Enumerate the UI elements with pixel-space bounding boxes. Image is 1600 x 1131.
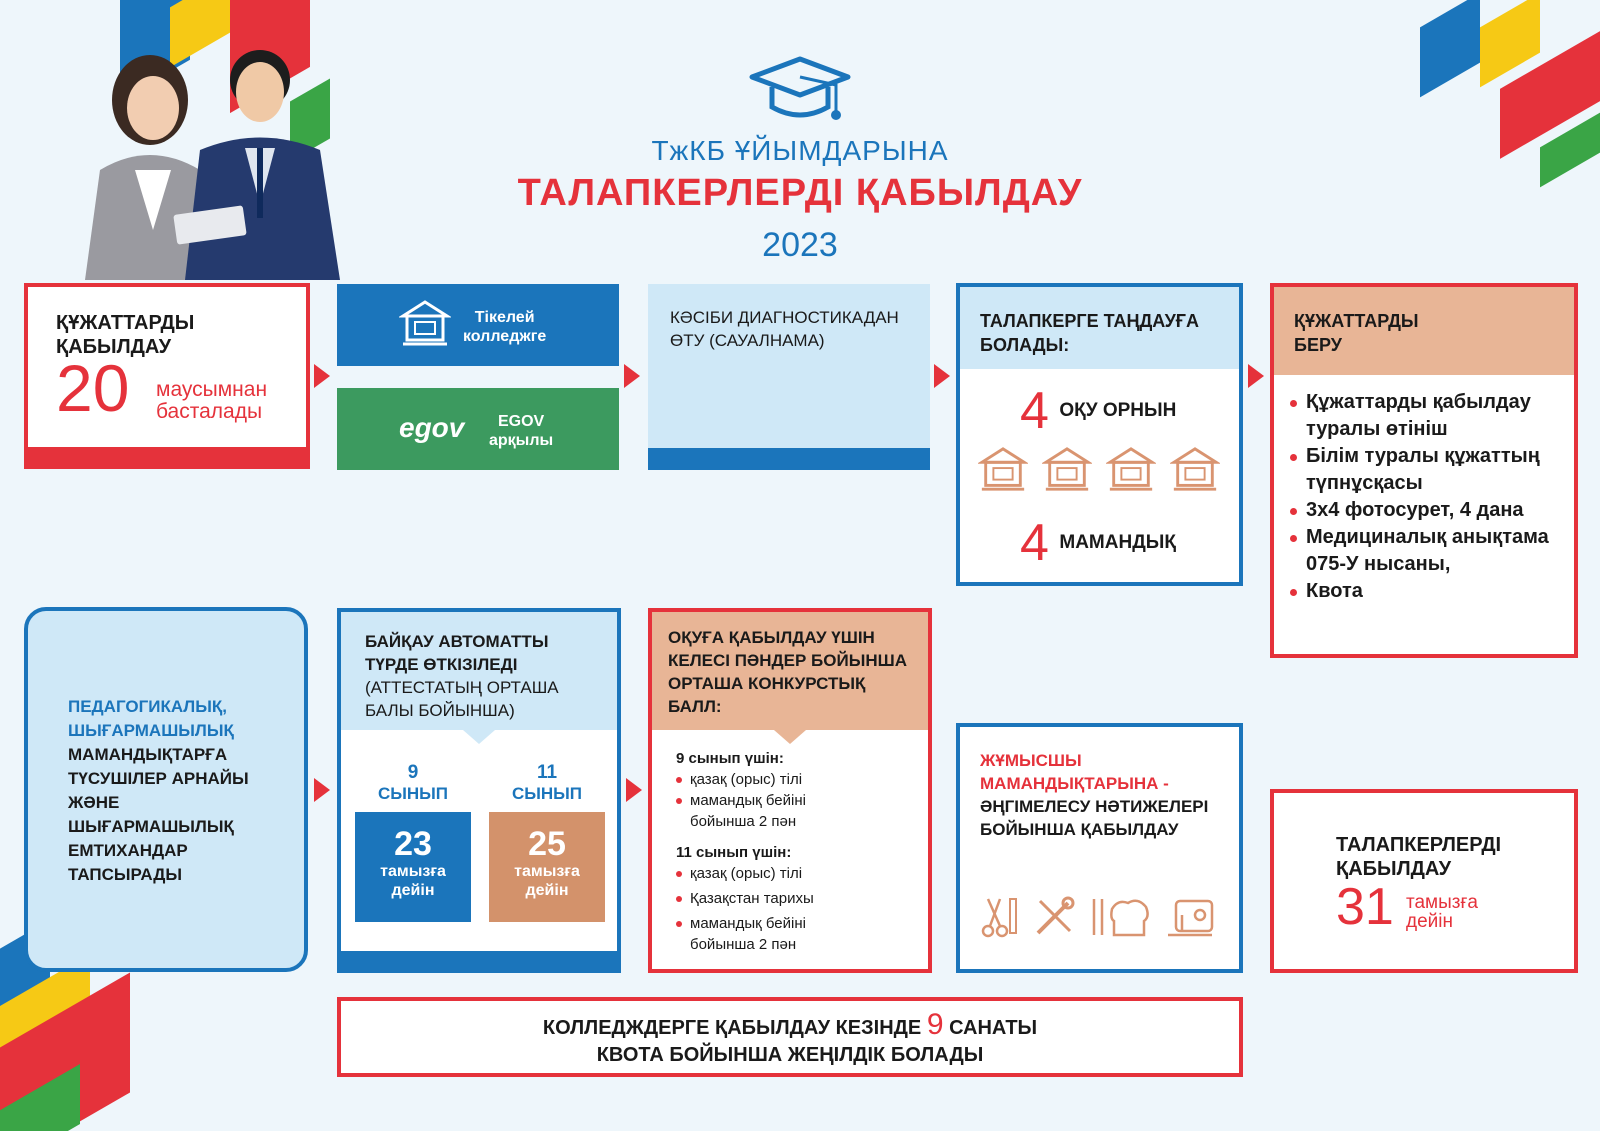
college-building-icon (399, 298, 451, 355)
creative-exams-highlight: ПЕДАГОГИКАЛЫҚ, ШЫҒАРМАШЫЛЫҚ (68, 697, 234, 740)
arrow-1 (314, 364, 330, 388)
trade-icons (980, 895, 1216, 939)
subjects-title: ОҚУҒА ҚАБЫЛДАУ ҮШІН КЕЛЕСІ ПӘНДЕР БОЙЫНША ОРТАША КОНКУРСТЫҚ БАЛЛ: (668, 628, 907, 716)
egov-logo (399, 412, 464, 444)
specialties-count: 4 (1020, 514, 1049, 572)
quota-line1 (341, 1008, 1239, 1042)
documents-submit-box (1270, 283, 1578, 658)
documents-submit-header (1274, 287, 1574, 375)
graduation-cap-icon (748, 55, 852, 127)
header-year: 2023 (762, 226, 838, 264)
diagnostics-text: КӘСІБИ ДИАГНОСТИКАДАН ӨТУ (САУАЛНАМА) (670, 308, 899, 350)
arrow-6 (626, 778, 642, 802)
documents-acceptance-box (24, 283, 310, 469)
subjects-header (652, 612, 928, 730)
grade11-column (489, 762, 605, 922)
subjects-list (676, 748, 916, 955)
subject-item: қазақ (орыс) тілі (676, 863, 916, 884)
documents-list (1290, 389, 1570, 605)
quota-line1-post: САНАТЫ (949, 1017, 1038, 1039)
grade9-subjects-title: 9 сынып үшін: (676, 750, 784, 767)
admission-deadline-text-line1: тамызға (1406, 892, 1478, 913)
choose-specialties (1020, 513, 1176, 573)
creative-exams-text (68, 695, 288, 887)
admission-deadline-title: ТАЛАПКЕРЛЕРДІ ҚАБЫЛДАУ (1336, 834, 1502, 880)
egov-label (489, 412, 553, 450)
start-day-text-line2: басталады (156, 400, 263, 423)
grade9-day: 23 (394, 825, 432, 863)
grade9-column (355, 762, 471, 922)
worker-specialties-rest: ӘҢГІМЕЛЕСУ НӘТИЖЕЛЕРІ БОЙЫНША ҚАБЫЛДАУ (980, 797, 1209, 839)
quota-line2: КВОТА БОЙЫНША ЖЕҢІЛДІК БОЛАДЫ (596, 1044, 984, 1066)
college-direct-channel[interactable] (337, 284, 619, 366)
arrow-4 (1248, 364, 1264, 388)
arrow-3 (934, 364, 950, 388)
subjects-header-pointer (774, 730, 806, 744)
scissors-comb-icon (980, 895, 1020, 939)
grade9-deadline (355, 812, 471, 922)
grade11-day: 25 (528, 825, 566, 863)
college-direct-line1: Тікелей (474, 309, 535, 326)
subject-item: Қазақстан тарихы (676, 888, 916, 909)
grade9-label: СЫНЫП (377, 784, 449, 803)
auto-observation-title-bold: БАЙҚАУ АВТОМАТТЫ ТҮРДЕ ӨТКІЗІЛЕДІ (365, 632, 549, 674)
worker-specialties-highlight: ЖҰМЫСШЫ МАМАНДЫҚТАРЫНА - (980, 751, 1169, 793)
start-day-text-line1: маусымнан (156, 378, 268, 401)
specialties-label: МАМАНДЫҚ (1059, 532, 1176, 553)
quota-banner (337, 997, 1243, 1077)
creative-exams-rest: МАМАНДЫҚТАРҒА ТҮСУШІЛЕР АРНАЙЫ ЖӘНЕ ШЫҒАРМАШЫЛЫҚ ЕМТИХАНДАР ТАПСЫРАДЫ (68, 745, 249, 884)
choose-title: ТАЛАПКЕРГЕ ТАҢДАУҒА БОЛАДЫ: (980, 311, 1200, 355)
documents-submit-title: ҚҰЖАТТАРДЫ БЕРУ (1294, 311, 1419, 355)
admission-deadline-day: 31 (1336, 878, 1394, 936)
admission-deadline-text-line2: дейін (1406, 911, 1453, 932)
grade11-subjects-title: 11 сынып үшін: (676, 844, 792, 861)
building-icon (978, 445, 1028, 495)
arrow-2 (624, 364, 640, 388)
header-title: ТАЛАПКЕРЛЕРДІ ҚАБЫЛДАУ (517, 172, 1083, 214)
quota-line1-pre: КОЛЛЕДЖДЕРГЕ ҚАБЫЛДАУ КЕЗІНДЕ (542, 1017, 922, 1039)
subjects-box (648, 608, 932, 973)
egov-logo-gov: gov (414, 412, 465, 443)
documents-list-item: Құжаттарды қабылдау туралы өтініш (1290, 389, 1570, 443)
institutions-label: ОҚУ ОРНЫН (1059, 400, 1177, 421)
header-pointer (463, 730, 495, 744)
grade11-label: СЫНЫП (511, 784, 583, 803)
worker-specialties-text (980, 749, 1235, 841)
egov-label-line1: EGOV (497, 413, 545, 430)
auto-observation-box (337, 608, 621, 973)
institution-icons (978, 445, 1220, 495)
egov-logo-e: e (399, 412, 415, 443)
documents-list-item: Медициналық анықтама 075-У нысаны, (1290, 524, 1570, 578)
header-subtitle: ТжКБ ҰЙЫМДАРЫНА (651, 135, 949, 166)
creative-exams-box (24, 607, 308, 972)
building-icon (1170, 445, 1220, 495)
grade9-number: 9 (407, 762, 419, 783)
grade11-deadline (489, 812, 605, 922)
arrow-5 (314, 778, 330, 802)
grade9-day-text: тамызға дейін (380, 863, 446, 899)
documents-list-item: Квота (1290, 578, 1570, 605)
auto-observation-header (341, 612, 617, 730)
cutlery-chef-hat-icon (1088, 895, 1152, 939)
building-icon (1042, 445, 1092, 495)
documents-list-item: 3х4 фотосурет, 4 дана (1290, 497, 1570, 524)
auto-observation-title (365, 630, 605, 722)
grade11-day-text: тамызға дейін (514, 863, 580, 899)
subject-item: мамандық бейіні бойынша 2 пән (676, 790, 826, 832)
egov-label-line2: арқылы (489, 432, 554, 449)
choose-box (956, 283, 1243, 586)
wrench-screwdriver-icon (1032, 895, 1076, 939)
institutions-count: 4 (1020, 382, 1049, 440)
college-direct-label (463, 308, 546, 346)
admission-deadline-text (1406, 893, 1478, 931)
building-icon (1106, 445, 1156, 495)
grade11-number: 11 (536, 762, 558, 783)
admission-deadline-box (1270, 789, 1578, 973)
documents-acceptance-title: ҚҰЖАТТАРДЫ ҚАБЫЛДАУ (56, 312, 195, 358)
subject-item: қазақ (орыс) тілі (676, 769, 916, 790)
college-direct-line2: колледжге (463, 328, 547, 345)
quota-categories-count: 9 (926, 1008, 944, 1041)
start-day-text (156, 379, 267, 423)
diagnostics-box (648, 284, 930, 470)
subject-item: мамандық бейіні бойынша 2 пән (676, 913, 826, 955)
choose-header (960, 287, 1239, 369)
documents-list-item: Білім туралы құжаттың түпнұсқасы (1290, 443, 1570, 497)
choose-institutions (1020, 381, 1176, 441)
auto-observation-title-normal: (АТТЕСТАТЫҢ ОРТАША БАЛЫ БОЙЫНША) (365, 678, 559, 720)
worker-specialties-box (956, 723, 1243, 973)
start-day: 20 (56, 351, 130, 425)
egov-channel[interactable] (337, 388, 619, 470)
sewing-machine-icon (1164, 895, 1216, 939)
